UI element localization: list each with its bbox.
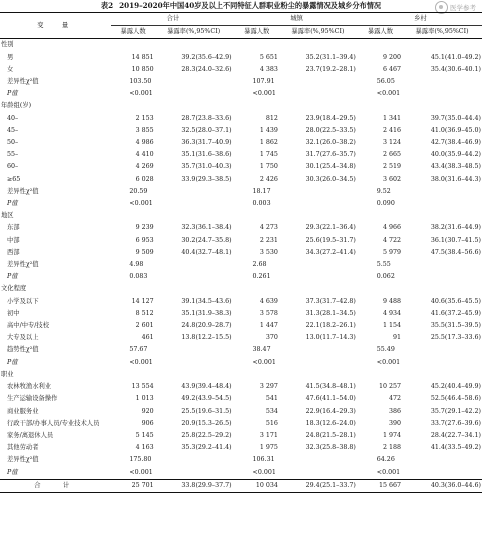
urban-count: 4 273 — [259, 224, 278, 232]
total-stat: 20.59 — [129, 187, 148, 195]
p-value-row — [0, 357, 482, 369]
chi-square-label: 差异性χ²值 — [7, 187, 39, 195]
rural-count: 5 979 — [383, 248, 402, 256]
urban-rate: 30.1(25.4–34.8) — [305, 163, 356, 171]
urban-rate: 31.7(27.6–35.7) — [305, 151, 356, 159]
rural-count: 91 — [393, 334, 402, 342]
rural-count: 390 — [389, 419, 402, 427]
rural-count: 472 — [389, 395, 402, 403]
total-label: 合 计 — [0, 479, 111, 492]
section-label: 文化程度 — [1, 285, 27, 293]
total-count: 5 145 — [135, 431, 154, 439]
table-body — [0, 39, 482, 493]
rural-count: 10 257 — [379, 383, 402, 391]
table-row — [0, 174, 482, 186]
urban-count: 3 530 — [259, 248, 278, 256]
rural-count: 3 602 — [383, 175, 402, 183]
urban-rate: 32.1(26.0–38.2) — [305, 139, 356, 147]
urban-rate: 29.3(22.1–36.4) — [305, 224, 356, 232]
rural-count: 9 488 — [383, 297, 402, 305]
chi-square-label: 差异性χ²值 — [7, 261, 39, 269]
table-row — [0, 149, 482, 161]
total-rate: 32.5(28.0–37.1) — [181, 126, 232, 134]
total-count: 4 986 — [135, 139, 154, 147]
urban-stat: <0.001 — [252, 90, 276, 98]
rural-rate: 45.2(40.4–49.9) — [430, 383, 481, 391]
table-caption: 2019–2020年中国40岁及以上不同特征人群职业粉尘的暴露情况及城乡分布情况 — [119, 1, 382, 10]
rural-rate: 41.0(36.9–45.0) — [430, 126, 481, 134]
section-row — [0, 283, 482, 295]
variable-header: 变 量 — [37, 21, 75, 29]
total-rate: 40.4(32.7–48.1) — [181, 248, 232, 256]
row-label: 东部 — [7, 224, 20, 232]
urban-count: 534 — [265, 407, 278, 415]
p-value-label: P值 — [7, 358, 18, 366]
rural-rate: 42.7(38.4–46.9) — [430, 139, 481, 147]
rural-stat: 0.090 — [376, 200, 395, 208]
urban-rate: 25.6(19.5–31.7) — [305, 236, 356, 244]
urban-count: 4 639 — [259, 297, 278, 305]
urban-count: 1 745 — [259, 151, 278, 159]
total-count: 6 953 — [135, 236, 154, 244]
urban-rate: 47.6(41.1–54.0) — [305, 395, 356, 403]
table-row — [0, 381, 482, 393]
urban-rate: 22.1(18.2–26.1) — [305, 322, 356, 330]
rural-count: 6 467 — [383, 65, 402, 73]
rural-count: 1 974 — [383, 431, 402, 439]
total-rate: 35.7(31.0–40.3) — [181, 163, 232, 171]
row-label: 小学及以下 — [7, 297, 39, 305]
rural-stat: 55.49 — [376, 346, 395, 354]
urban-rate: 18.3(12.6–24.0) — [305, 419, 356, 427]
rural-rate: 43.4(38.3–48.5) — [430, 163, 481, 171]
rural-rate: 47.5(38.4–56.6) — [430, 248, 481, 256]
section-row — [0, 369, 482, 381]
urban-count: 2 231 — [259, 236, 278, 244]
urban-count: 3 171 — [259, 431, 278, 439]
row-label: 商业服务业 — [7, 407, 39, 415]
row-label: 大专及以上 — [7, 334, 39, 342]
urban-stat: 0.261 — [252, 273, 271, 281]
table-row — [0, 418, 482, 430]
urban-count: 5 651 — [259, 53, 278, 61]
urban-count: 10 034 — [235, 479, 279, 492]
total-count: 14 127 — [131, 297, 154, 305]
total-rate: 28.3(24.0–32.6) — [181, 65, 232, 73]
urban-rate: 28.0(22.5–33.5) — [305, 126, 356, 134]
p-value-row — [0, 271, 482, 283]
urban-rate: 30.3(26.0–34.5) — [305, 175, 356, 183]
total-count: 25 701 — [111, 479, 154, 492]
rural-stat: 5.55 — [376, 261, 391, 269]
row-label: 高中/中专/技校 — [7, 322, 50, 330]
rural-rate: 40.3(36.0–44.6) — [402, 479, 482, 492]
total-rate: 43.9(39.4–48.4) — [181, 383, 232, 391]
urban-count: 3 297 — [259, 383, 278, 391]
row-label: 男 — [7, 53, 14, 61]
table-row — [0, 332, 482, 344]
chi-square-row — [0, 76, 482, 88]
row-label: 中部 — [7, 236, 20, 244]
p-value-row — [0, 198, 482, 210]
urban-rate: 32.3(25.8–38.8) — [305, 444, 356, 452]
rural-rate: 41.6(37.2–45.9) — [430, 309, 481, 317]
total-count: 2 153 — [135, 114, 154, 122]
row-label: 农林牧渔水利业 — [7, 383, 52, 391]
rural-count: 2 665 — [383, 151, 402, 159]
total-rate: 49.2(43.9–54.5) — [181, 395, 232, 403]
p-value-row — [0, 88, 482, 100]
table-row — [0, 296, 482, 308]
rural-count: 2 519 — [383, 163, 402, 171]
total-count: 4 163 — [135, 444, 154, 452]
table-row — [0, 320, 482, 332]
urban-stat: 18.17 — [252, 187, 271, 195]
total-count: 10 850 — [131, 65, 154, 73]
total-rate: 39.2(35.6–42.9) — [181, 53, 232, 61]
row-label: 45– — [7, 126, 19, 134]
total-rate: 20.9(15.3–26.5) — [181, 419, 232, 427]
total-count: 2 601 — [135, 322, 154, 330]
rural-rate: 40.0(35.9–44.2) — [430, 151, 481, 159]
p-value-label: P值 — [7, 273, 18, 281]
total-rate: 35.3(29.2–41.4) — [181, 444, 232, 452]
urban-count: 1 975 — [259, 444, 278, 452]
table-row — [0, 442, 482, 454]
urban-count: 4 383 — [259, 65, 278, 73]
count-header: 暴露人数 — [120, 28, 146, 36]
urban-count: 1 447 — [259, 322, 278, 330]
table-row — [0, 393, 482, 405]
rural-rate: 52.5(46.4–58.6) — [430, 395, 481, 403]
urban-stat: 0.003 — [252, 200, 271, 208]
rural-count: 1 154 — [383, 322, 402, 330]
rural-count: 4 966 — [383, 224, 402, 232]
table-row — [0, 430, 482, 442]
chi-square-row — [0, 344, 482, 356]
table-title — [0, 0, 482, 12]
row-label: 生产运输设备操作 — [7, 395, 58, 403]
row-label: 西部 — [7, 248, 20, 256]
table-row — [0, 137, 482, 149]
urban-rate: 41.5(34.8–48.1) — [305, 383, 356, 391]
total-count: 920 — [141, 407, 154, 415]
rural-stat: <0.001 — [376, 90, 401, 98]
urban-stat: 106.31 — [252, 456, 275, 464]
row-label: 40– — [7, 114, 19, 122]
row-label: 50– — [7, 139, 19, 147]
rural-rate: 35.5(31.5–39.5) — [430, 322, 481, 330]
total-count: 6 028 — [135, 175, 154, 183]
table-number: 表2 — [100, 1, 114, 10]
p-value-row — [0, 467, 482, 480]
chi-square-label: 差异性χ²值 — [7, 78, 39, 86]
urban-count: 2 426 — [259, 175, 278, 183]
total-count: 1 013 — [135, 395, 154, 403]
urban-rate: 37.3(31.7–42.8) — [305, 297, 356, 305]
count-header: 暴露人数 — [367, 28, 394, 36]
rural-count: 15 667 — [359, 479, 402, 492]
rural-rate: 33.7(27.6–39.6) — [430, 419, 481, 427]
rural-count: 1 341 — [383, 114, 402, 122]
row-label: 家务/离退休人员 — [7, 431, 54, 439]
rural-count: 4 934 — [383, 309, 402, 317]
total-stat: <0.001 — [129, 468, 153, 476]
urban-rate: 13.0(11.7–14.3) — [305, 334, 356, 342]
total-rate: 33.8(29.9–37.7) — [155, 479, 235, 492]
total-stat: 103.50 — [129, 78, 152, 86]
total-rate: 39.1(34.5–43.6) — [181, 297, 232, 305]
total-rate: 24.8(20.9–28.7) — [181, 322, 232, 330]
rural-stat: 56.05 — [376, 78, 395, 86]
urban-stat: <0.001 — [252, 468, 276, 476]
chi-square-label: 趋势性χ²值 — [7, 346, 39, 354]
chi-square-row — [0, 186, 482, 198]
table-row — [0, 222, 482, 234]
rate-header: 暴露率(%,95%CI) — [291, 28, 345, 36]
row-label: 60– — [7, 163, 19, 171]
urban-count: 3 578 — [259, 309, 278, 317]
urban-count: 541 — [265, 395, 278, 403]
urban-rate: 29.4(25.1–33.7) — [279, 479, 359, 492]
total-stat: 57.67 — [129, 346, 148, 354]
urban-count: 370 — [265, 334, 278, 342]
total-rate: 28.7(23.8–33.6) — [181, 114, 232, 122]
table-row — [0, 125, 482, 137]
total-count: 9 509 — [135, 248, 154, 256]
total-count: 14 851 — [131, 53, 154, 61]
total-rate: 30.2(24.7–35.8) — [181, 236, 232, 244]
rural-rate: 25.5(17.3–33.6) — [430, 334, 481, 342]
row-label: 其他劳动者 — [7, 444, 39, 452]
rural-rate: 35.7(29.1–42.2) — [430, 407, 481, 415]
urban-stat: 2.68 — [252, 261, 267, 269]
total-stat: 0.083 — [129, 273, 148, 281]
total-stat: <0.001 — [129, 358, 153, 366]
rural-rate: 35.4(30.6–40.1) — [430, 65, 481, 73]
total-count: 9 239 — [135, 224, 154, 232]
urban-stat: <0.001 — [252, 358, 276, 366]
section-row — [0, 39, 482, 52]
urban-count: 1 439 — [259, 126, 278, 134]
table-row — [0, 52, 482, 64]
group-header-rural: 乡村 — [359, 13, 482, 26]
rural-stat: 9.52 — [376, 187, 391, 195]
total-count: 13 554 — [131, 383, 154, 391]
rural-stat: 0.062 — [376, 273, 395, 281]
total-count: 8 512 — [135, 309, 154, 317]
section-row — [0, 100, 482, 112]
section-label: 地区 — [1, 212, 14, 220]
rural-rate: 28.4(22.7–34.1) — [430, 431, 481, 439]
rural-count: 9 200 — [383, 53, 402, 61]
header-group-row — [0, 13, 482, 26]
total-count: 906 — [141, 419, 154, 427]
urban-rate: 35.2(31.1–39.4) — [305, 53, 356, 61]
chi-square-label: 差异性χ²值 — [7, 456, 39, 464]
total-rate: 35.1(31.9–38.3) — [181, 309, 232, 317]
table-row — [0, 64, 482, 76]
rural-count: 2 188 — [383, 444, 402, 452]
rural-count: 2 416 — [383, 126, 402, 134]
urban-rate: 22.9(16.4–29.3) — [305, 407, 356, 415]
total-count: 4 410 — [135, 151, 154, 159]
p-value-label: P值 — [7, 468, 18, 476]
rate-header: 暴露率(%,95%CI) — [167, 28, 221, 36]
rate-header: 暴露率(%,95%CI) — [415, 28, 469, 36]
section-label: 年龄组(岁) — [1, 102, 32, 110]
rural-count: 4 722 — [383, 236, 402, 244]
row-label: ≥65 — [7, 175, 21, 183]
group-header-urban: 城镇 — [235, 13, 359, 26]
urban-count: 1 750 — [259, 163, 278, 171]
chi-square-row — [0, 454, 482, 466]
urban-stat: 38.47 — [252, 346, 271, 354]
urban-count: 516 — [265, 419, 278, 427]
section-row — [0, 210, 482, 222]
row-label: 行政干部/办事人员/专业技术人员 — [7, 419, 100, 427]
table-row — [0, 161, 482, 173]
row-label: 55– — [7, 151, 19, 159]
table-row — [0, 113, 482, 125]
total-rate: 33.9(29.3–38.5) — [181, 175, 232, 183]
total-rate: 36.3(31.7–40.9) — [181, 139, 232, 147]
rural-rate: 38.0(31.6–44.3) — [430, 175, 481, 183]
total-stat: <0.001 — [129, 200, 153, 208]
data-table — [0, 12, 482, 493]
section-label: 职业 — [1, 370, 14, 378]
count-header: 暴露人数 — [244, 28, 270, 36]
rural-count: 386 — [389, 407, 402, 415]
row-label: 初中 — [7, 309, 20, 317]
urban-count: 812 — [265, 114, 278, 122]
p-value-label: P值 — [7, 90, 18, 98]
urban-rate: 24.8(21.5–28.1) — [305, 431, 356, 439]
group-header-total: 合计 — [111, 13, 234, 26]
total-count: 4 269 — [135, 163, 154, 171]
total-stat: <0.001 — [129, 90, 153, 98]
rural-rate: 40.6(35.6–45.5) — [430, 297, 481, 305]
rural-rate: 41.4(33.5–49.2) — [430, 444, 481, 452]
urban-stat: 107.91 — [252, 78, 275, 86]
table-row — [0, 308, 482, 320]
total-rate: 25.8(22.5–29.2) — [181, 431, 232, 439]
rural-count: 3 124 — [383, 139, 402, 147]
total-count: 461 — [141, 334, 154, 342]
section-label: 性别 — [1, 41, 14, 49]
total-stat: 4.98 — [129, 261, 144, 269]
urban-count: 1 862 — [259, 139, 278, 147]
watermark-text: 医学参考 — [450, 3, 476, 12]
total-rate: 13.8(12.2–15.5) — [181, 334, 232, 342]
urban-rate: 23.7(19.2–28.1) — [305, 65, 356, 73]
rural-stat: 64.26 — [376, 456, 395, 464]
total-rate: 25.5(19.6–31.5) — [181, 407, 232, 415]
chi-square-row — [0, 259, 482, 271]
rural-stat: <0.001 — [376, 358, 401, 366]
rural-rate: 45.1(41.0–49.2) — [430, 53, 481, 61]
total-row — [0, 479, 482, 492]
urban-rate: 34.3(27.2–41.4) — [305, 248, 356, 256]
table-row — [0, 235, 482, 247]
total-count: 3 855 — [135, 126, 154, 134]
rural-stat: <0.001 — [376, 468, 401, 476]
p-value-label: P值 — [7, 200, 18, 208]
total-stat: 175.80 — [129, 456, 152, 464]
table-row — [0, 247, 482, 259]
rural-rate: 36.1(30.7–41.5) — [430, 236, 481, 244]
total-rate: 35.1(31.6–38.6) — [181, 151, 232, 159]
rural-rate: 38.2(31.6–44.9) — [430, 224, 481, 232]
urban-rate: 23.9(18.4–29.5) — [305, 114, 356, 122]
row-label: 女 — [7, 65, 14, 73]
total-rate: 32.3(36.1–38.4) — [181, 224, 232, 232]
rural-rate: 39.7(35.0–44.4) — [430, 114, 481, 122]
urban-rate: 31.3(28.1–34.5) — [305, 309, 356, 317]
table-row — [0, 406, 482, 418]
